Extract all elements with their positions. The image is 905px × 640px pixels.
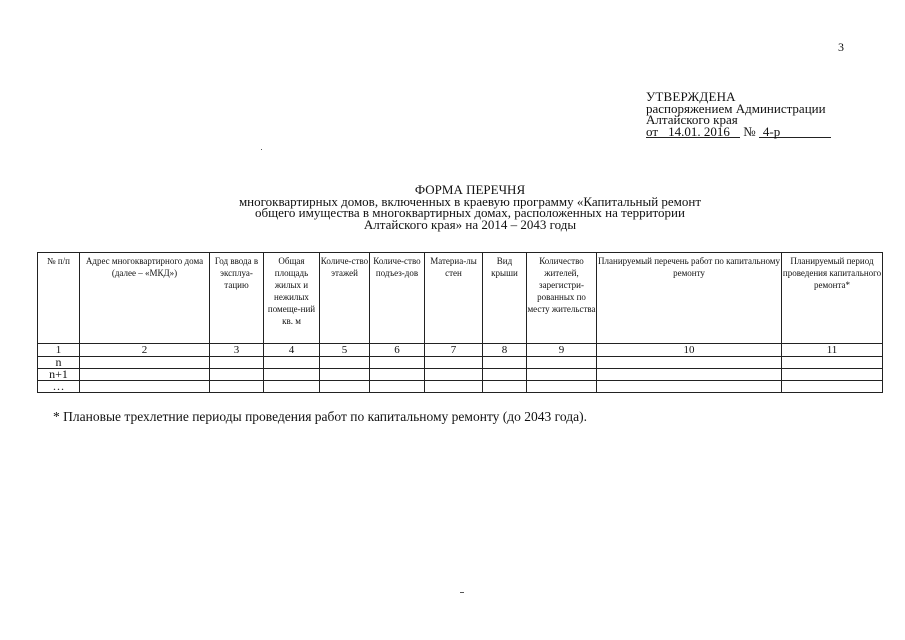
column-number: 5 <box>320 344 370 357</box>
column-number: 11 <box>782 344 883 357</box>
table-row <box>38 369 883 381</box>
approval-date-line <box>646 123 831 139</box>
table-header-row <box>38 253 883 344</box>
approval-date: 14.01. 2016 <box>658 126 740 138</box>
approval-block <box>646 91 831 138</box>
column-number: 3 <box>210 344 264 357</box>
table-row <box>38 381 883 393</box>
column-number: 4 <box>264 344 320 357</box>
header-cell: Количе-ство подъез-дов <box>370 253 425 344</box>
column-number: 1 <box>38 344 80 357</box>
row-index: n+1 <box>38 369 80 381</box>
column-number: 2 <box>80 344 210 357</box>
scan-speck <box>261 149 262 150</box>
header-cell: Год ввода в эксплуа-тацию <box>210 253 264 344</box>
header-cell: Материа-лы стен <box>425 253 483 344</box>
column-number: 10 <box>597 344 782 357</box>
form-title <box>120 184 820 230</box>
form-subtitle-line-3: Алтайского края» на 2014 – 2043 годы <box>363 216 577 232</box>
form-heading: ФОРМА ПЕРЕЧНЯ <box>414 182 526 197</box>
column-number: 7 <box>425 344 483 357</box>
row-index: … <box>38 381 80 393</box>
table-row <box>38 357 883 369</box>
number-label: № <box>743 123 756 139</box>
form-subtitle-line-1: многоквартирных домов, включенных в краевую программу «Капитальный ремонт <box>238 193 702 209</box>
row-index: n <box>38 357 80 369</box>
approval-title: УТВЕРЖДЕНА <box>646 89 736 104</box>
approval-line-1: распоряжением Администрации <box>646 100 826 116</box>
header-cell: Количе-ство этажей <box>320 253 370 344</box>
header-cell: Планируемый период проведения капитального ремонта* <box>782 253 883 344</box>
column-number: 9 <box>527 344 597 357</box>
form-subtitle-line-2: общего имущества в многоквартирных домах, расположенных на территории <box>255 205 685 220</box>
header-cell: Общая площадь жилых и нежилых помеще-ний кв. м <box>264 253 320 344</box>
footnote: * Плановые трехлетние периоды проведения работ по капитальному ремонту (до 2043 года). <box>53 409 587 424</box>
column-number: 8 <box>483 344 527 357</box>
header-cell: Количество жителей, зарегистри-рованных по месту жительства <box>527 253 597 344</box>
approval-line-2: Алтайского края <box>646 112 738 127</box>
page-number: 3 <box>838 40 844 54</box>
approval-number: 4-р <box>759 126 831 138</box>
header-cell: Планируемый перечень работ по капитальному ремонту <box>597 253 782 344</box>
from-label: от <box>646 123 659 139</box>
column-number-row <box>38 344 883 357</box>
column-number: 6 <box>370 344 425 357</box>
header-cell: Вид крыши <box>483 253 527 344</box>
houses-table <box>37 252 883 393</box>
scan-speck <box>460 592 464 593</box>
header-cell: Адрес многоквартирного дома (далее – «МКД») <box>80 253 210 344</box>
header-cell: № п/п <box>38 253 80 344</box>
